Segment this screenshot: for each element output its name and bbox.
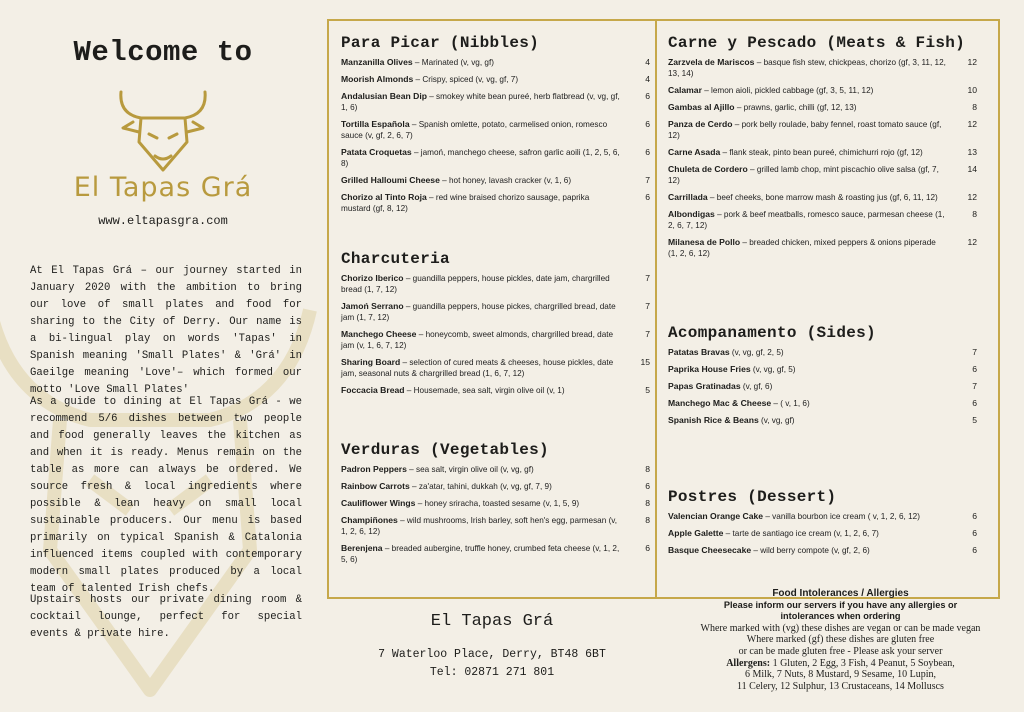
menu-item-price: 8 [645,515,650,525]
menu-item [341,57,650,68]
footer-phone[interactable]: Tel: 02871 271 801 [429,666,555,679]
menu-item-description: (v, gf, 6) [740,382,773,391]
menu-item [668,545,977,556]
menu-item [668,398,977,409]
allergens-list [657,658,1024,670]
menu-item-description: – tarte de santiago ice cream (v, 1, 2, 6, 7) [723,529,879,538]
menu-item [668,57,977,79]
footer-restaurant-name: El Tapas Grá [430,612,554,631]
menu-item-price: 7 [645,329,650,339]
menu-item-price: 6 [972,398,977,408]
menu-item-name: Sharing Board [341,357,401,367]
menu-item-name: Jamoń Serrano [341,301,404,311]
website-link[interactable]: www.eltapasgra.com [98,214,228,228]
menu-item-price: 7 [645,273,650,283]
menu-item-name: Basque Cheesecake [668,545,752,555]
menu-item-price: 8 [645,464,650,474]
menu-item-price: 4 [645,74,650,84]
allergy-title: Food Intolerances / Allergies [772,588,909,599]
menu-item [341,91,650,113]
intro-paragraph-guide: As a guide to dining at El Tapas Grá - we recommend 5/6 dishes between two people and food generally leaves the kitchen as and when it is ready. Menus remain on the table as more can always be ordered. We source fresh & local ingredients where possible & lean heavy on small local sustainable producers. Our menu is based primarily on typical Spanish & Catalonia influenced items coupled with contemporary modern small plates produced by a local team of talented Irish chefs. [30,396,302,595]
menu-item-price: 7 [645,175,650,185]
menu-item-description: – pork belly roulade, baby fennel, roast tomato sauce (gf, 12) [668,120,942,140]
section-title: Postres (Dessert) [668,488,837,506]
menu-item [341,147,650,169]
menu-item-price: 6 [972,545,977,555]
menu-item-text [341,57,634,68]
menu-item-price: 6 [645,543,650,553]
menu-item-name: Rainbow Carrots [341,481,410,491]
menu-item-name: Andalusian Bean Dip [341,91,427,101]
menu-item-text [668,511,961,522]
menu-item-name: Chuleta de Cordero [668,164,748,174]
menu-item-price: 4 [645,57,650,67]
menu-item [341,385,650,396]
menu-item-name: Calamar [668,85,702,95]
menu-item-text [668,347,961,358]
menu-item-price: 12 [967,57,977,67]
menu-item [668,102,977,113]
menu-item-text [668,164,961,186]
menu-item-name: Champiñones [341,515,398,525]
menu-item-description: – breaded chicken, mixed peppers & onions piperade (1, 2, 6, 12) [668,238,936,258]
menu-item-name: Papas Gratinadas [668,381,741,391]
menu-item-text [668,85,961,96]
section-meats-fish [668,34,977,265]
menu-item-text [341,301,634,323]
menu-item-description: – breaded aubergine, truffle honey, crumbed feta cheese (v, 1, 2, 5, 6) [341,544,620,564]
menu-item-price: 12 [967,237,977,247]
menu-item-name: Manchego Cheese [341,329,417,339]
menu-item [341,273,650,295]
menu-item-name: Foccacia Bread [341,385,405,395]
menu-item-text [341,329,634,351]
menu-item [668,364,977,375]
menu-item-description: – basque fish stew, chickpeas, chorizo (gf, 3, 11, 12, 13, 14) [668,58,946,78]
menu-item-name: Chorizo Iberico [341,273,404,283]
intro-paragraph-upstairs: Upstairs hosts our private dining room & cocktail lounge, perfect for special events & private hire. [30,594,302,640]
menu-item-price: 12 [967,119,977,129]
section-title: Para Picar (Nibbles) [341,34,540,52]
menu-item-description: – beef cheeks, bone marrow mash & roasting jus (gf, 6, 11, 12) [707,193,938,202]
menu-item-name: Apple Galette [668,528,724,538]
menu-item [668,209,977,231]
menu-item-price: 12 [967,192,977,202]
menu-item-name: Grilled Halloumi Cheese [341,175,440,185]
menu-item-price: 6 [645,192,650,202]
menu-item [341,74,650,85]
menu-item-price: 8 [972,102,977,112]
menu-item-description: – flank steak, pinto bean pureé, chimichurri rojo (gf, 12) [720,148,923,157]
footer-address: 7 Waterloo Place, Derry, BT48 6BT [378,648,606,661]
menu-item [341,175,650,186]
menu-item [668,415,977,426]
menu-item-name: Carne Asada [668,147,721,157]
menu-item [341,464,650,475]
menu-item-text [668,119,961,141]
allergy-line: Where marked with (vg) these dishes are vegan or can be made vegan [700,622,981,634]
menu-item [668,511,977,522]
bull-logo-icon [113,84,213,176]
menu-item-name: Valencian Orange Cake [668,511,764,521]
menu-item [341,329,650,351]
menu-item-description: – Crispy, spiced (v, vg, gf, 7) [413,75,519,84]
menu-item-text [668,209,961,231]
menu-item-description: – hot honey, lavash cracker (v, 1, 6) [439,176,572,185]
menu-item-description: – ( v, 1, 6) [771,399,810,408]
menu-item-name: Albondigas [668,209,715,219]
menu-item-price: 13 [967,147,977,157]
menu-item-description: – Housemade, sea salt, virgin olive oil (v, 1) [404,386,565,395]
menu-item-description: (v, vg, gf) [758,416,795,425]
menu-item-price: 14 [967,164,977,174]
menu-item-price: 6 [645,119,650,129]
menu-column-divider [655,19,657,599]
menu-item-text [668,237,961,259]
menu-item-text [341,498,634,509]
menu-item [668,85,977,96]
welcome-heading: Welcome to [73,36,253,69]
menu-item [668,347,977,358]
section-title: Charcuteria [341,250,450,268]
menu-item-price: 6 [972,511,977,521]
allergy-notice [657,588,1024,692]
allergens-line: 11 Celery, 12 Sulphur, 13 Crustaceans, 14 Molluscs [737,680,944,692]
menu-item-description: – Spanish omlette, potato, carmelised onion, romesco sauce (v, gf, 2, 6, 7) [341,120,608,140]
menu-item-text [341,385,634,396]
menu-item-price: 8 [645,498,650,508]
menu-item-price: 5 [972,415,977,425]
menu-item-description: – red wine braised chorizo sausage, paprika mustard (gf, 8, 12) [341,193,590,213]
menu-item-name: Berenjena [341,543,383,553]
menu-item-description: – lemon aioli, pickled cabbage (gf, 3, 5, 11, 12) [701,86,874,95]
allergy-line: Where marked (gf) these dishes are gluten free [746,634,935,646]
menu-item-description: – Marinated (v, vg, gf) [412,58,494,67]
menu-item-text [668,398,961,409]
brand-name: El Tapas Grá [73,172,253,203]
intro-panel [0,0,326,712]
menu-item-price: 5 [645,385,650,395]
menu-item-price: 6 [972,528,977,538]
menu-item [668,147,977,158]
menu-item [341,357,650,379]
menu-item-price: 7 [645,301,650,311]
menu-item-text [341,192,634,214]
menu-item-text [668,364,961,375]
menu-item-description: – wild mushrooms, Irish barley, soft hen's egg, parmesan (v, 1, 2, 6, 12) [341,516,618,536]
menu-item-price: 7 [972,347,977,357]
section-title: Carne y Pescado (Meats & Fish) [668,34,966,52]
menu-item-text [668,415,961,426]
menu-item-name: Cauliflower Wings [341,498,416,508]
menu-item-text [668,381,961,392]
menu-item-name: Padron Peppers [341,464,407,474]
menu-item [668,237,977,259]
menu-item-description: – wild berry compote (v, gf, 2, 6) [751,546,870,555]
menu-item-text [341,357,634,379]
menu-item-text [341,464,634,475]
menu-item-description: – vanilla bourbon ice cream ( v, 1, 2, 6, 12) [763,512,920,521]
menu-item-price: 6 [645,481,650,491]
menu-item-name: Paprika House Fries [668,364,751,374]
allergens-label: Allergens: [726,657,771,669]
menu-item-text [341,481,634,492]
intro-paragraph-story: At El Tapas Grá – our journey started in January 2020 with the ambition to bring our love of small plates and food for sharing to the City of Derry. Our name is a bi-lingual play on words 'Tapas' in Spanish meaning 'Small Plates' & 'Grá' in Gaeilge meaning 'Love'– which formed our motto 'Love Small Plates' [30,265,302,396]
menu-item-text [668,102,961,113]
menu-item [341,301,650,323]
menu-item [341,543,650,565]
menu-item-name: Tortilla Española [341,119,410,129]
menu-item [668,381,977,392]
section-nibbles [341,34,650,220]
menu-item-price: 8 [972,209,977,219]
menu-item [668,192,977,203]
menu-item-text [341,119,634,141]
menu-item-name: Manzanilla Olives [341,57,413,67]
section-vegetables [341,441,650,571]
menu-item-text [668,192,961,203]
menu-item [341,498,650,509]
menu-item-name: Panza de Cerdo [668,119,733,129]
allergens-line: 1 Gluten, 2 Egg, 3 Fish, 4 Peanut, 5 Soybean, [770,657,955,669]
section-title: Acompanamento (Sides) [668,324,876,342]
menu-item-text [668,57,961,79]
allergy-line: or can be made gluten free - Please ask your server [738,645,943,657]
menu-item [341,192,650,214]
menu-item-description: – guandilla peppers, house pickles, date jam, chargrilled bread (1, 7, 12) [341,274,610,294]
menu-item-name: Chorizo al Tinto Roja [341,192,427,202]
allergy-line: intolerances when ordering [780,611,901,622]
menu-item-price: 7 [972,381,977,391]
menu-item-description: – honeycomb, sweet almonds, chargrilled bread, date jam (v, 1, 6, 7, 12) [341,330,614,350]
menu-item [341,481,650,492]
menu-item-text [668,528,961,539]
menu-item-text [668,545,961,556]
menu-item-price: 6 [645,147,650,157]
menu-item [668,119,977,141]
menu-item-name: Patatas Bravas [668,347,730,357]
menu-item-name: Spanish Rice & Beans [668,415,759,425]
menu-item-text [341,515,634,537]
menu-item-text [341,147,634,169]
menu-item-text [341,74,634,85]
menu-item-description: – selection of cured meats & cheeses, house pickles, date jam, seasonal nuts & chargrilled bread (1, 6, 7, 12) [341,358,614,378]
menu-item-name: Milanesa de Pollo [668,237,741,247]
menu-item-price: 10 [967,85,977,95]
menu-item-text [341,543,634,565]
menu-item [341,515,650,537]
menu-item-price: 6 [645,91,650,101]
menu-item-text [341,91,634,113]
section-charcuteria [341,250,650,402]
menu-item-description: – za'atar, tahini, dukkah (v, vg, gf, 7, 9) [409,482,552,491]
menu-item-description: (v, vg, gf, 2, 5) [729,348,784,357]
menu-item-name: Gambas al Ajillo [668,102,735,112]
menu-item-description: – pork & beef meatballs, romesco sauce, parmesan cheese (1, 2, 6, 7, 12) [668,210,945,230]
section-dessert [668,488,977,562]
menu-item-description: – sea salt, virgin olive oil (v, vg, gf) [406,465,534,474]
menu-item-description: (v, vg, gf, 5) [750,365,796,374]
menu-item-description: – smokey white bean pureé, herb flatbread (v, vg, gf, 1, 6) [341,92,620,112]
menu-item [668,528,977,539]
menu-item-description: – prawns, garlic, chilli (gf, 12, 13) [734,103,857,112]
menu-item [668,164,977,186]
menu-item [341,119,650,141]
menu-item-name: Moorish Almonds [341,74,414,84]
menu-item-text [668,147,961,158]
allergy-line: Please inform our servers if you have any allergies or [723,599,958,610]
allergens-line: 6 Milk, 7 Nuts, 8 Mustard, 9 Sesame, 10 Lupin, [744,669,937,681]
menu-item-description: – honey sriracha, toasted sesame (v, 1, 5, 9) [415,499,580,508]
section-sides [668,324,977,432]
menu-item-description: – guandilla peppers, house pickes, chargrilled bread, date jam (1, 7, 12) [341,302,616,322]
menu-item-name: Patata Croquetas [341,147,412,157]
menu-item-description: – jamoń, manchego cheese, safron garlic aoili (1, 2, 5, 6, 8) [341,148,620,168]
menu-item-name: Carrillada [668,192,708,202]
menu-item-text [341,175,634,186]
menu-item-price: 6 [972,364,977,374]
menu-item-price: 15 [640,357,650,367]
menu-item-name: Manchego Mac & Cheese [668,398,772,408]
menu-item-text [341,273,634,295]
menu-item-description: – grilled lamb chop, mint piscachio olive salsa (gf, 7, 12) [668,165,939,185]
section-title: Verduras (Vegetables) [341,441,549,459]
menu-item-name: Zarzvela de Mariscos [668,57,755,67]
